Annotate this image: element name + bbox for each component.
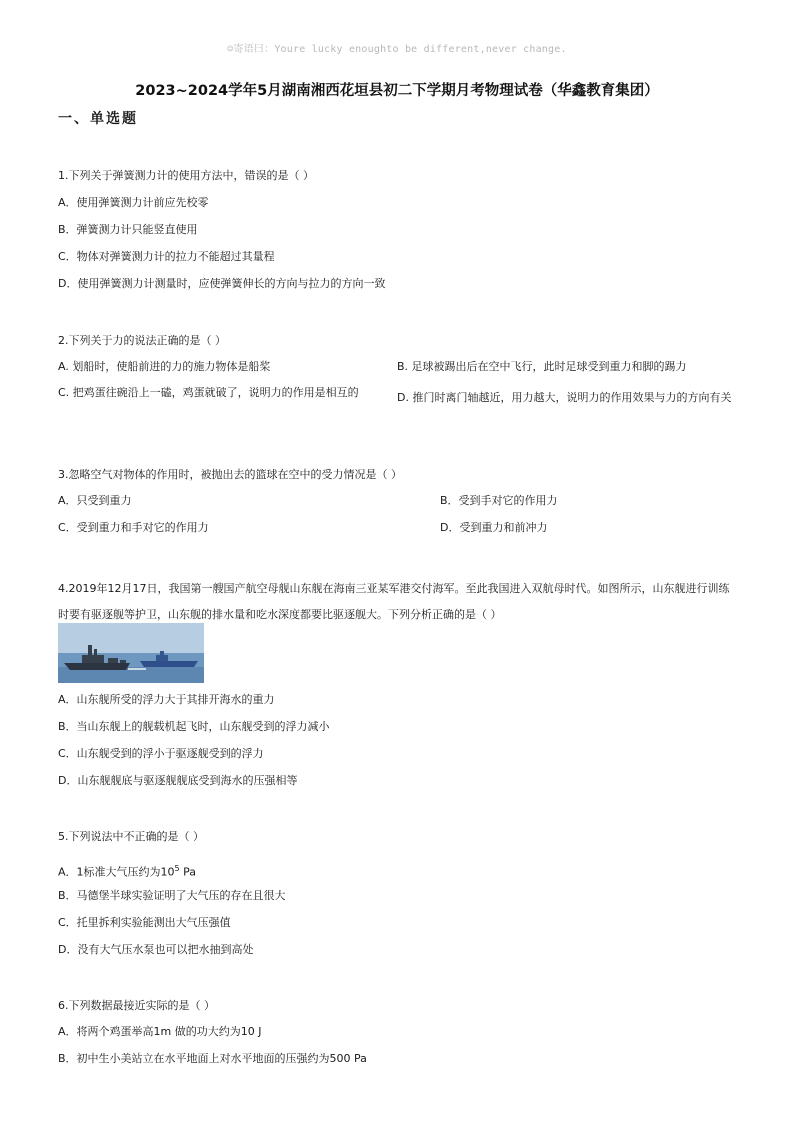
question-6 <box>58 998 738 1014</box>
q5-option-a-exponent: 5 <box>174 864 180 873</box>
question-2 <box>58 333 738 349</box>
question-3 <box>58 467 738 483</box>
question-1-stem: 1.下列关于弹簧测力计的使用方法中，错误的是（ ） <box>58 169 314 182</box>
q5-option-b: B．马德堡半球实验证明了大气压的存在且很大 <box>58 889 286 902</box>
q6-option-a: A．将两个鸡蛋举高1m 做的功大约为10 J <box>58 1025 262 1038</box>
question-1 <box>58 168 738 184</box>
q5-option-c: C．托里拆利实验能测出大气压强值 <box>58 916 231 929</box>
q2-option-c: C. 把鸡蛋往碗沿上一磕，鸡蛋就破了，说明力的作用是相互的 <box>58 386 359 399</box>
q4-option-c: C．山东舰受到的浮小于驱逐舰受到的浮力 <box>58 747 264 760</box>
q4-option-a: A．山东舰所受的浮力大于其排开海水的重力 <box>58 693 275 706</box>
question-4-stem: 4.2019年12月17日，我国第一艘国产航空母舰山东舰在海南三亚某军港交付海军。至此我国进入双航母时代。如图所示，山东舰进行训练时要有驱逐舰等护卫，山东舰的排水量和吃水深度都要比驱逐舰大。下列分析正确的是（ ） <box>58 582 730 621</box>
question-4 <box>58 576 738 628</box>
question-5-stem: 5.下列说法中不正确的是（ ） <box>58 830 204 843</box>
q3-option-d: D．受到重力和前冲力 <box>440 521 548 534</box>
q4-option-d: D．山东舰舰底与驱逐舰舰底受到海水的压强相等 <box>58 774 298 787</box>
q6-option-b: B．初中生小美站立在水平地面上对水平地面的压强约为500 Pa <box>58 1052 367 1065</box>
q2-option-d: D. 推门时离门轴越近，用力越大，说明力的作用效果与力的方向有关 <box>397 391 732 404</box>
q5-option-a <box>58 861 196 881</box>
q1-option-a: A．使用弹簧测力计前应先校零 <box>58 196 209 209</box>
q2-option-b: B. 足球被踢出后在空中飞行，此时足球受到重力和脚的踢力 <box>397 360 687 373</box>
warships-illustration <box>58 623 204 683</box>
q4-option-b: B．当山东舰上的舰载机起飞时，山东舰受到的浮力减小 <box>58 720 330 733</box>
question-6-stem: 6.下列数据最接近实际的是（ ） <box>58 999 215 1012</box>
question-2-stem: 2.下列关于力的说法正确的是（ ） <box>58 334 226 347</box>
q3-option-c: C．受到重力和手对它的作用力 <box>58 521 209 534</box>
question-5 <box>58 829 738 845</box>
q1-option-d: D．使用弹簧测力计测量时，应使弹簧伸长的方向与拉力的方向一致 <box>58 277 386 290</box>
q5-option-a-unit: Pa <box>179 865 197 879</box>
q5-option-d: D．没有大气压水泵也可以把水抽到高处 <box>58 943 254 956</box>
q3-option-a: A．只受到重力 <box>58 494 132 507</box>
q2-option-a: A. 划船时，使船前进的力的施力物体是船桨 <box>58 360 271 373</box>
q1-option-b: B．弹簧测力计只能竖直使用 <box>58 223 198 236</box>
watermark: ☺寄语曰：Youre lucky enoughto be different,never change. <box>227 44 567 55</box>
q1-option-c: C．物体对弹簧测力计的拉力不能超过其量程 <box>58 250 275 263</box>
q3-option-b: B．受到手对它的作用力 <box>440 494 558 507</box>
page-title: 2023~2024学年5月湖南湘西花垣县初二下学期月考物理试卷（华鑫教育集团） <box>135 83 659 99</box>
section-heading: 一、单选题 <box>58 111 138 127</box>
warships-photo <box>58 623 204 683</box>
question-3-stem: 3.忽略空气对物体的作用时，被抛出去的篮球在空中的受力情况是（ ） <box>58 468 402 481</box>
q5-option-a-text: A．1标准大气压约为10 <box>58 865 175 879</box>
